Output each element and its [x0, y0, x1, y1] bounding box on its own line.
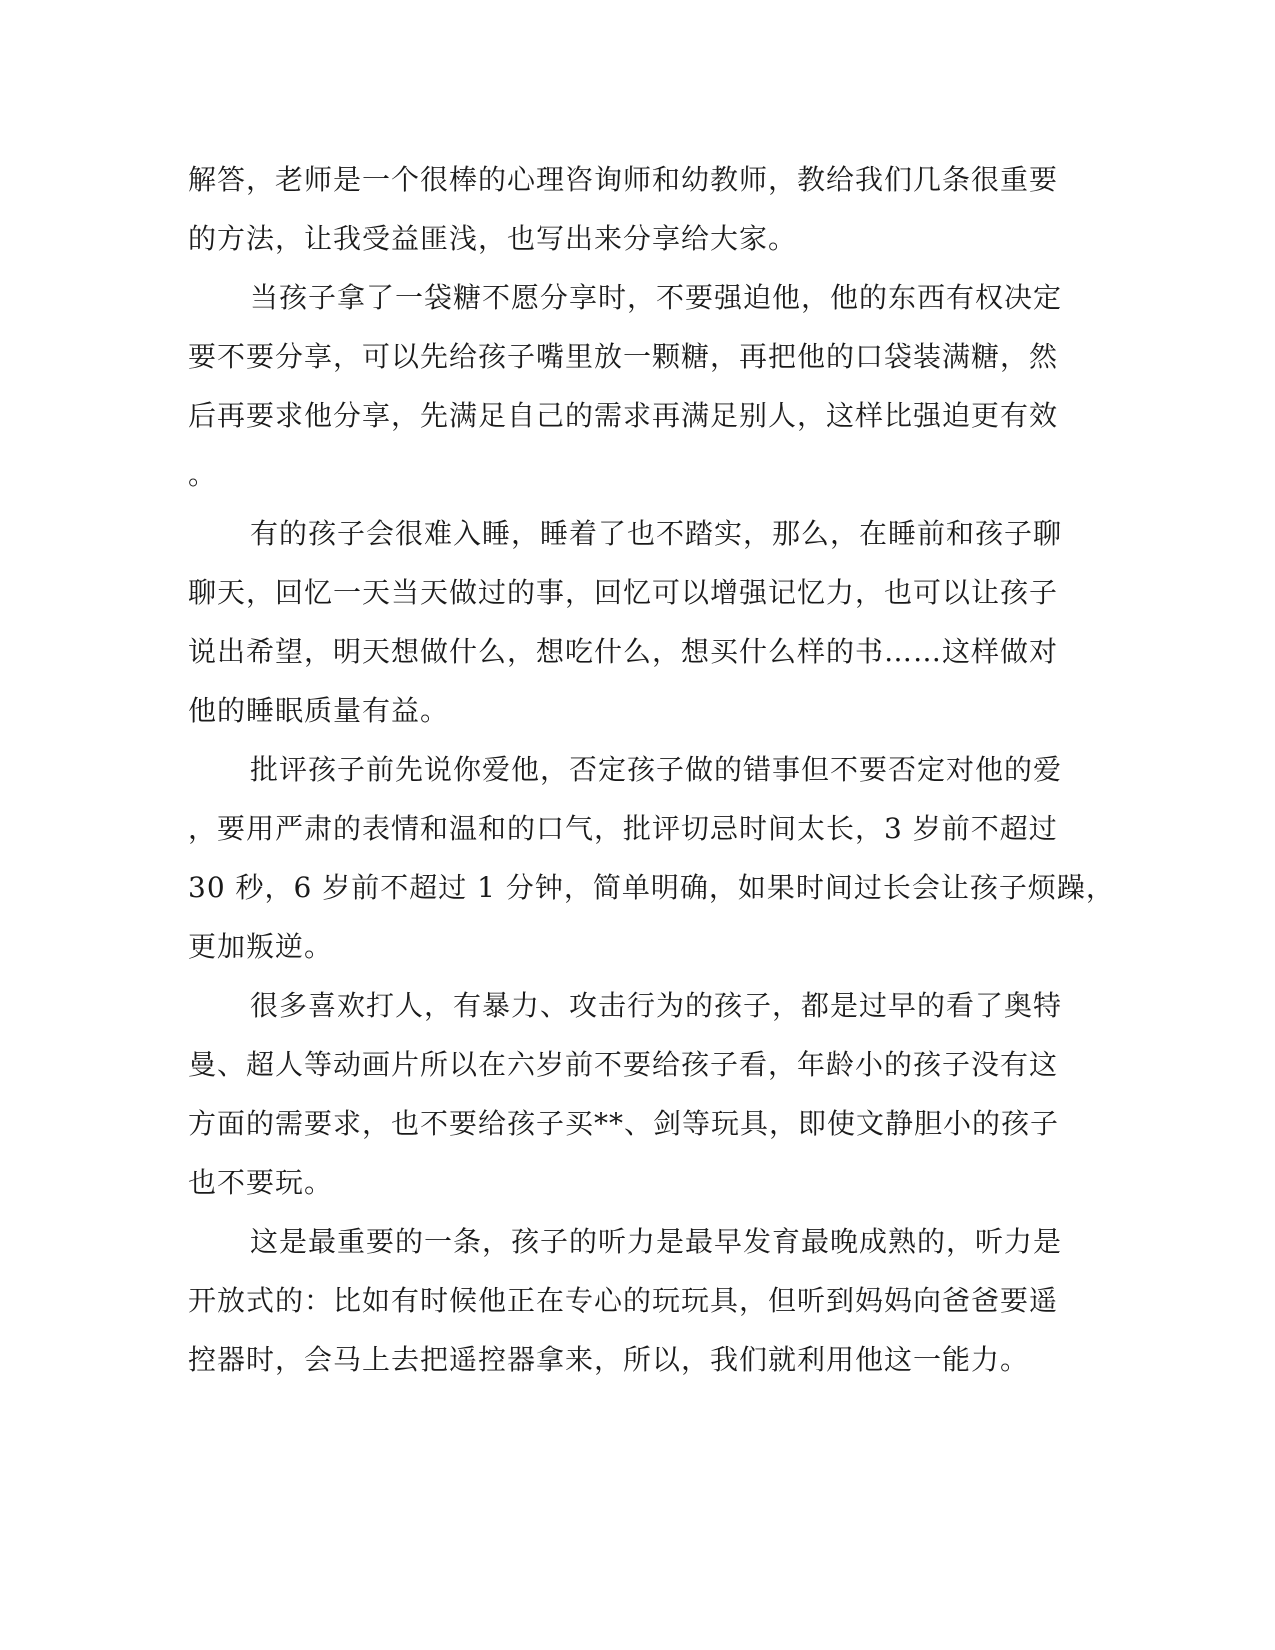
text-line: 方面的需要求，也不要给孩子买**、剑等玩具，即使文静胆小的孩子: [188, 1107, 1060, 1140]
text-line: 要不要分享，可以先给孩子嘴里放一颗糖，再把他的口袋装满糖，然: [188, 340, 1059, 373]
text-line: 这是最重要的一条，孩子的听力是最早发育最晚成熟的，听力是: [250, 1225, 1063, 1258]
text-line: 解答，老师是一个很棒的心理咨询师和幼教师，教给我们几条很重要: [188, 163, 1059, 196]
text-line: 很多喜欢打人，有暴力、攻击行为的孩子，都是过早的看了奥特: [250, 989, 1063, 1022]
text-line: 曼、超人等动画片所以在六岁前不要给孩子看，年龄小的孩子没有这: [188, 1048, 1059, 1081]
text-line: 控器时，会马上去把遥控器拿来，所以，我们就利用他这一能力。: [188, 1343, 1030, 1376]
text-line: 有的孩子会很难入睡，睡着了也不踏实，那么，在睡前和孩子聊: [250, 517, 1063, 550]
text-line: 。: [188, 458, 218, 491]
text-line: 聊天，回忆一天当天做过的事，回忆可以增强记忆力，也可以让孩子: [188, 576, 1059, 609]
text-line: ，要用严肃的表情和温和的口气，批评切忌时间太长，3 岁前不超过: [188, 812, 1058, 845]
text-line: 后再要求他分享，先满足自己的需求再满足别人，这样比强迫更有效: [188, 399, 1059, 432]
text-line: 说出希望，明天想做什么，想吃什么，想买什么样的书……这样做对: [188, 635, 1059, 668]
text-line: 他的睡眠质量有益。: [188, 694, 450, 727]
text-line: 开放式的：比如有时候他正在专心的玩玩具，但听到妈妈向爸爸要遥: [188, 1284, 1059, 1317]
text-line: 批评孩子前先说你爱他，否定孩子做的错事但不要否定对他的爱: [250, 753, 1063, 786]
text-line: 的方法，让我受益匪浅，也写出来分享给大家。: [188, 222, 798, 255]
text-line: 也不要玩。: [188, 1166, 334, 1199]
text-line: 更加叛逆。: [188, 930, 334, 963]
text-line: 30 秒，6 岁前不超过 1 分钟，简单明确，如果时间过长会让孩子烦躁，: [188, 871, 1115, 904]
text-line: 当孩子拿了一袋糖不愿分享时，不要强迫他，他的东西有权决定: [250, 281, 1063, 314]
